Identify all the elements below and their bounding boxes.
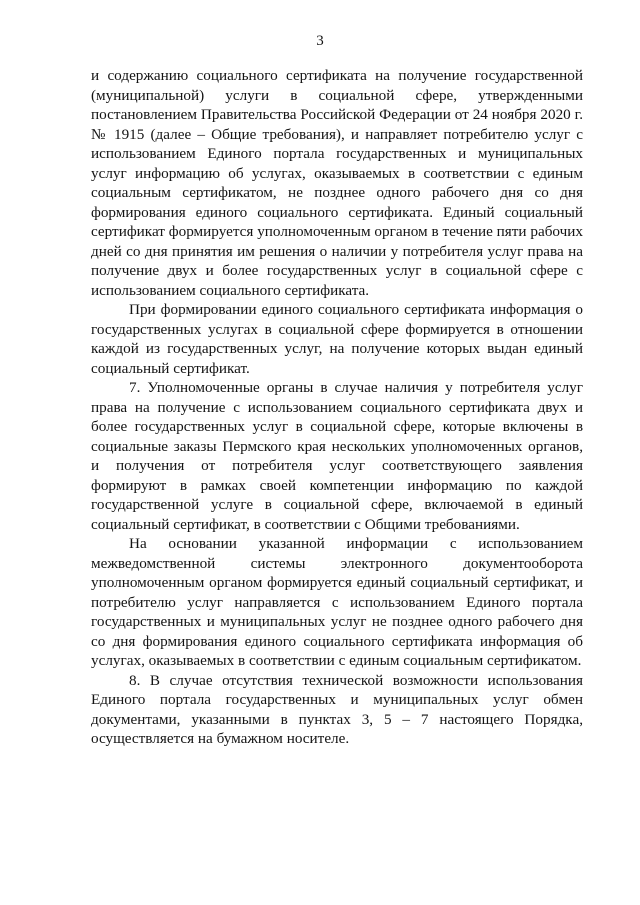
paragraph-item-7: 7. Уполномоченные органы в случае наличия у потребителя услуг права на получение с использованием социального сертификата двух и более государственных услуг в социальной сфере, которые включены в социальные заказы Пермского края нескольких уполномоченных органов, и получения от потребителя услуг соответствующего заявления формируют в рамках своей компетенции информацию по каждой государственной услуге в социальной сфере, включаемой в единый социальный сертификат, в соответствии с Общими требованиями. <box>91 379 583 533</box>
paragraph-interagency-basis: На основании указанной информации с использованием межведомственной системы электронного документооборота уполномоченным органом формируется единый социальный сертификат, и потребителю услуг направляется с использованием Единого портала государственных и муниципальных услуг не позднее одного рабочего дня со дня формирования единого социального сертификата информация об услугах, оказываемых в соответствии с единым социальным сертификатом. <box>91 535 583 669</box>
document-body <box>91 66 583 749</box>
page-number: 3 <box>316 33 324 49</box>
paragraph-continuation: и содержанию социального сертификата на получение государственной (муниципальной) услуги в социальной сфере, утвержденными постановлением Правительства Российской Федерации от 24 ноября 2020 г. № 1915 (далее – Общие требования), и направляет потребителю услуг с использованием Единого портала государственных и муниципальных услуг информацию об услугах, оказываемых в соответствии с единым социальным сертификатом, не позднее одного рабочего дня со дня формирования единого социального сертификата. Единый социальный сертификат формируется уполномоченным органом в течение пяти рабочих дней со дня принятия им решения о наличии у потребителя услуг права на получение двух и более государственных услуг в социальной сфере с использованием социального сертификата. <box>91 67 583 299</box>
paragraph-item-8: 8. В случае отсутствия технической возможности использования Единого портала государственных и муниципальных услуг обмен документами, указанными в пунктах 3, 5 – 7 настоящего Порядка, осуществляется на бумажном носителе. <box>91 671 583 747</box>
paragraph-unified-certificate-info: При формировании единого социального сертификата информация о государственных услугах в социальной сфере формируется в отношении каждой из государственных услуг, на получение которых выдан единый социальный сертификат. <box>91 301 583 377</box>
